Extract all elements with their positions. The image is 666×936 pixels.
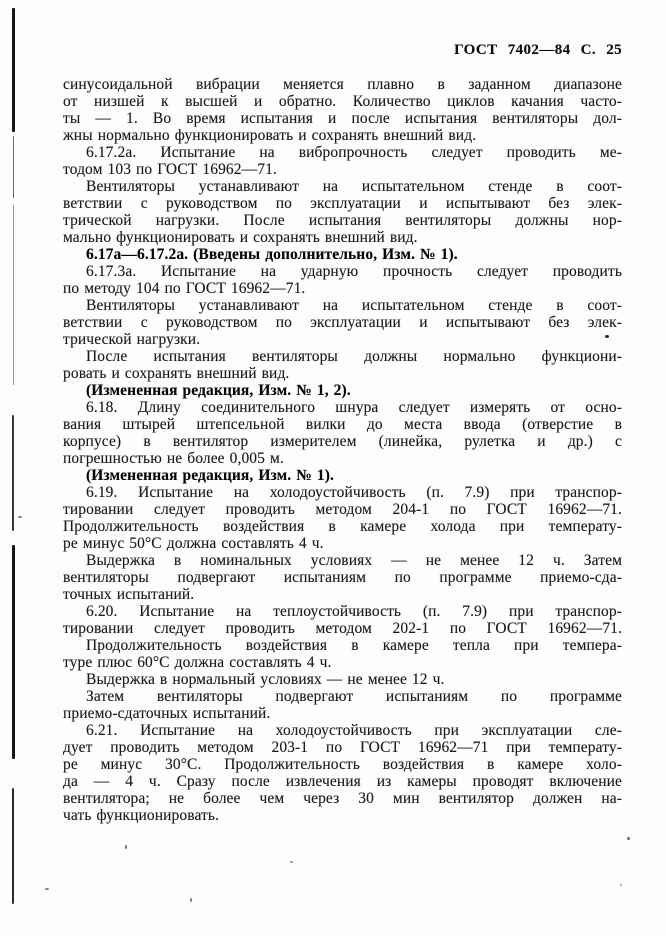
- text-line: ре минус 30°С. Продолжительность воздействия в камере холо-: [63, 756, 622, 773]
- text-line: 6.20. Испытание на теплоустойчивость (п. 7.9) при транспор-: [86, 603, 622, 620]
- page-header-gost-number: ГОСТ 7402—84 С. 25: [454, 42, 622, 58]
- text-line: Продолжительность воздействия в камере холода при температу-: [63, 518, 622, 535]
- text-line: 6.19. Испытание на холодоустойчивость (п. 7.9) при транспор-: [86, 484, 622, 501]
- text-line: синусоидальной вибрации меняется плавно в заданном диапазоне: [63, 76, 622, 93]
- binding-line-artifact: [12, 545, 15, 759]
- text-line: Выдержка в нормальный условиях — не менее 12 ч.: [86, 671, 445, 688]
- ink-speck-artifact: [620, 884, 622, 886]
- ink-speck-artifact: [190, 898, 192, 902]
- ink-speck-artifact: [18, 516, 22, 518]
- ink-speck-artifact: [45, 888, 49, 890]
- text-line: ре минус 50°С должна составлять 4 ч.: [63, 535, 324, 552]
- text-line: трической нагрузки.: [63, 331, 201, 348]
- text-line: Продолжительность воздействия в камере тепла при темпера-: [86, 637, 622, 654]
- text-line: по методу 104 по ГОСТ 16962—71.: [63, 280, 306, 297]
- text-line: вентилятора; не более чем через 30 мин вентилятор должен на-: [63, 790, 622, 807]
- text-line: 6.17а—6.17.2а. (Введены дополнительно, Изм. № 1).: [86, 246, 458, 263]
- text-line: (Измененная редакция, Изм. № 1, 2).: [86, 382, 351, 399]
- text-line: туре плюс 60°С должна составлять 4 ч.: [63, 654, 332, 671]
- text-line: от низшей к высшей и обратно. Количество циклов качания часто-: [63, 93, 622, 110]
- binding-line-artifact: [12, 415, 14, 531]
- text-line: ровать и сохранять внешний вид.: [63, 365, 290, 382]
- text-line: тировании следует проводить методом 202-1 по ГОСТ 16962—71.: [63, 620, 622, 637]
- text-line: точных испытаний.: [63, 586, 195, 603]
- ink-speck-artifact: [125, 845, 127, 849]
- ink-speck-artifact: [627, 837, 630, 840]
- text-line: ветствии с руководством по эксплуатации и испытывают без элек-: [63, 195, 622, 212]
- text-line: 6.18. Длину соединительного шнура следует измерять от осно-: [86, 399, 622, 416]
- text-line: Выдержка в номинальных условиях — не менее 12 ч. Затем: [86, 552, 622, 569]
- text-line: Вентиляторы устанавливают на испытательном стенде в соот-: [86, 178, 622, 195]
- text-line: чать функционировать.: [63, 807, 220, 824]
- text-line: жны нормально функционировать и сохранять внешний вид.: [63, 127, 477, 144]
- text-line: тодом 103 по ГОСТ 16962—71.: [63, 161, 277, 178]
- ink-speck-artifact: [605, 335, 609, 338]
- text-line: Затем вентиляторы подвергают испытаниям по программе: [86, 688, 622, 705]
- ink-speck-artifact: [290, 861, 293, 863]
- text-line: мально функционировать и сохранять внешний вид.: [63, 229, 418, 246]
- binding-line-artifact: [13, 136, 14, 198]
- text-line: (Измененная редакция, Изм. № 1).: [86, 467, 334, 484]
- binding-line-artifact: [12, 8, 15, 132]
- text-line: трической нагрузки. После испытания вентиляторы должны нор-: [63, 212, 622, 229]
- text-line: погрешностью не более 0,005 м.: [63, 450, 284, 467]
- text-line: тировании следует проводить методом 204-1 по ГОСТ 16962—71.: [63, 501, 622, 518]
- text-line: приемо-сдаточных испытаний.: [63, 705, 271, 722]
- text-line: дует проводить методом 203-1 по ГОСТ 16962—71 при температу-: [63, 739, 622, 756]
- text-line: После испытания вентиляторы должны нормально функциони-: [86, 348, 622, 365]
- binding-line-artifact: [13, 205, 14, 385]
- text-line: корпусе) в вентилятор измерителем (линейка, рулетка и др.) с: [63, 433, 622, 450]
- text-line: 6.17.3а. Испытание на ударную прочность следует проводить: [86, 263, 622, 280]
- binding-line-artifact: [12, 788, 14, 904]
- text-line: вания штырей штепсельной вилки до места ввода (отверстие в: [63, 416, 622, 433]
- text-line: 6.17.2а. Испытание на вибропрочность следует проводить ме-: [86, 144, 622, 161]
- text-line: ветствии с руководством по эксплуатации и испытывают без элек-: [63, 314, 622, 331]
- text-line: Вентиляторы устанавливают на испытательном стенде в соот-: [86, 297, 622, 314]
- text-line: да — 4 ч. Сразу после извлечения из камеры проводят включение: [63, 773, 622, 790]
- document-text-body: [63, 76, 622, 824]
- text-line: ты — 1. Во время испытания и после испытания вентиляторы дол-: [63, 110, 622, 127]
- text-line: 6.21. Испытание на холодоустойчивость при эксплуатации сле-: [86, 722, 622, 739]
- text-line: вентиляторы подвергают испытаниям по программе приемо-сда-: [63, 569, 622, 586]
